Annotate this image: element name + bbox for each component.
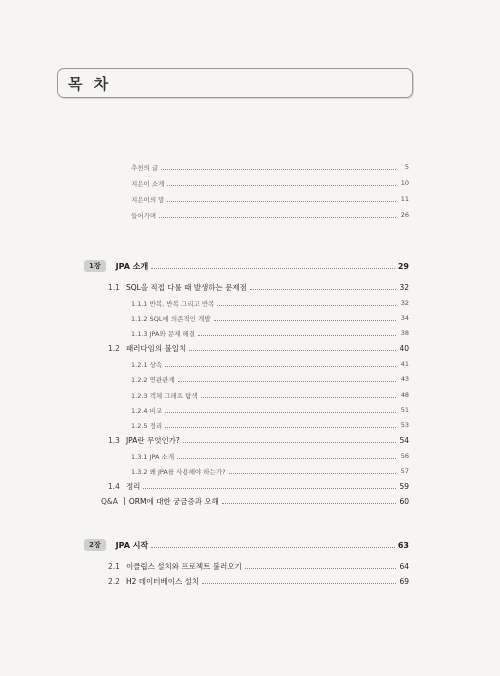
subsection-page: 34 [400,314,409,322]
subsection-page: 43 [400,375,409,383]
section-number: 1.1 [108,282,120,292]
section-title: SQL을 직접 다룰 때 발생하는 문제점 [125,282,247,292]
subsection-entry[interactable] [131,388,409,402]
dot-leader [143,488,396,489]
chapter-page: 63 [397,540,409,550]
subsection-title: 1.2.4 비교 [131,406,163,415]
subsection-title: 1.2.3 객체 그래프 탐색 [131,391,198,400]
dot-leader [214,320,396,321]
subsection-title: 1.2.1 상속 [131,360,163,369]
subsection-page: 38 [400,329,409,337]
section-page: 40 [399,343,409,353]
qa-entry[interactable] [101,494,409,508]
section-page: 60 [399,496,409,506]
dot-leader [250,289,396,290]
chapter-badge: 2장 [84,539,106,551]
subsection-title: 1.1.2 SQL에 의존적인 개발 [131,314,211,323]
dot-leader [198,335,396,336]
dot-leader [159,217,396,218]
subsection-entry[interactable] [131,372,409,386]
dot-leader [202,583,396,584]
toc-title: 목 차 [68,75,112,93]
subsection-title: 1.2.2 연관관계 [131,375,175,384]
subsection-entry[interactable] [131,357,409,371]
section-entry[interactable] [108,574,409,588]
section-title: 이클립스 설치와 프로젝트 불러오기 [125,561,242,571]
section-page: 69 [399,576,409,586]
dot-leader [151,547,395,548]
subsection-entry[interactable] [131,464,409,478]
subsection-entry[interactable] [131,326,409,340]
section-number: 1.3 [108,435,120,445]
section-page: 32 [399,282,409,292]
chapter-title: JPA 소개 [115,261,149,271]
toc-entry-page: 10 [400,179,409,187]
section-title: H2 데이터베이스 설치 [125,576,200,586]
chapter-page: 29 [397,261,409,271]
subsection-page: 56 [400,452,409,460]
subsection-page: 32 [400,299,409,307]
subsection-title: 1.1.3 JPA와 문제 해결 [131,329,195,338]
subsection-title: 1.3.1 JPA 소개 [131,452,175,461]
dot-leader [165,427,396,428]
chapter-heading[interactable] [84,538,409,552]
chapter-title: JPA 시작 [115,540,149,550]
subsection-entry[interactable] [131,418,409,432]
qa-divider [124,497,125,505]
section-page: 54 [399,435,409,445]
subsection-entry[interactable] [131,296,409,310]
toc-entry-label: 들어가며 [131,211,157,220]
subsection-title: 1.2.5 정리 [131,421,163,430]
chapter-heading[interactable] [84,259,409,273]
dot-leader [183,442,396,443]
dot-leader [177,458,396,459]
dot-leader [245,568,396,569]
subsection-entry[interactable] [131,311,409,325]
dot-leader [165,366,396,367]
section-title: 패러다임의 불일치 [125,343,187,353]
subsection-page: 53 [400,421,409,429]
subsection-entry[interactable] [131,403,409,417]
section-number: 1.4 [108,481,120,491]
section-number: 2.2 [108,576,120,586]
dot-leader [161,169,396,170]
section-title: ORM에 대한 궁금증과 오해 [128,496,219,506]
dot-leader [178,381,396,382]
dot-leader [189,350,396,351]
chapter-badge: 1장 [84,260,106,272]
section-entry[interactable] [108,280,409,294]
section-title: JPA란 무엇인가? [125,435,180,445]
section-title: 정리 [125,481,141,491]
dot-leader [167,201,396,202]
toc-entry-page: 11 [400,195,409,203]
toc-entry[interactable] [131,192,409,206]
subsection-page: 48 [400,391,409,399]
section-number: 1.2 [108,343,120,353]
section-entry[interactable] [108,479,409,493]
toc-entry[interactable] [131,176,409,190]
subsection-page: 51 [400,406,409,414]
dot-leader [217,305,396,306]
toc-entry-label: 지은이의 말 [131,195,165,204]
toc-entry-page: 5 [404,163,409,171]
subsection-page: 57 [400,467,409,475]
section-entry[interactable] [108,341,409,355]
toc-entry[interactable] [131,208,409,222]
dot-leader [229,473,396,474]
section-entry[interactable] [108,433,409,447]
subsection-page: 41 [400,360,409,368]
subsection-title: 1.3.2 왜 JPA를 사용해야 하는가? [131,467,226,476]
section-entry[interactable] [108,559,409,573]
qa-label: Q&A [101,496,118,506]
subsection-entry[interactable] [131,449,409,463]
toc-entry-label: 지은이 소개 [131,179,165,188]
section-page: 64 [399,561,409,571]
toc-entry-label: 추천의 글 [131,163,159,172]
dot-leader [167,185,396,186]
dot-leader [151,268,395,269]
section-number: 2.1 [108,561,120,571]
toc-title-box [57,68,413,98]
section-page: 59 [399,481,409,491]
dot-leader [201,397,396,398]
toc-entry-page: 26 [400,211,409,219]
toc-entry[interactable] [131,160,409,174]
subsection-title: 1.1.1 반복, 반복 그리고 반복 [131,299,215,308]
dot-leader [222,503,396,504]
dot-leader [165,412,396,413]
